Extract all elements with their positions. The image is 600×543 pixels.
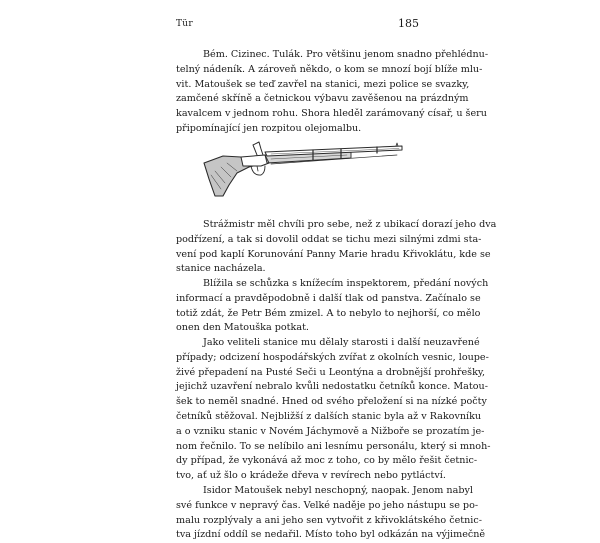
text-line: tvo, ať už šlo o krádeže dřeva v revírech nebo pytláctví. <box>176 470 446 482</box>
text-line: malu rozplývaly a ani jeho sen vytvořit z křivoklátského četnic- <box>176 514 482 526</box>
text-line: šek to neměl snadné. Hned od svého přeložení si na nízké počty <box>176 396 487 408</box>
text-line: zamčené skříně a četnickou výbavu zavěšenou na prázdným <box>176 93 469 105</box>
paragraph-2 <box>176 218 497 277</box>
text-line: případy; odcizení hospodářských zvířat z okolních vesnic, loupe- <box>176 351 489 363</box>
text-line: Isidor Matoušek nebyl neschopný, naopak. Jenom nabyl <box>203 485 473 496</box>
paragraph-4 <box>176 336 491 484</box>
paragraph-1 <box>176 48 489 137</box>
text-line: stanice nacházela. <box>176 263 266 275</box>
text-line: podřízení, a tak si dovolil oddat se tichu mezi silnými zdmi sta- <box>176 233 482 245</box>
text-line: tva jízdní oddíl se nedařil. Místo toho byl odkázán na výjimečně <box>176 529 486 541</box>
text-line: Blížila se schůzka s knížecím inspektorem, předání nových <box>203 278 489 289</box>
text-line: jejichž uzavření nebralo kvůli nedostatku četníků konce. Matou- <box>176 381 488 393</box>
text-line: a o vzniku stanic v Novém Jáchymově a Nižboře se prozatím je- <box>176 425 485 437</box>
text-line: četníků stěžoval. Nejbližší z dalších stanic byla až v Rakovníku <box>176 410 482 422</box>
running-head: Tür <box>176 19 194 29</box>
text-line: vit. Matoušek se teď zavřel na stanici, mezi police se svazky, <box>176 78 470 90</box>
text-line: nom řečnilo. To se nelíbilo ani lesnímu personálu, který si mnoh- <box>176 440 491 452</box>
page-number: 185 <box>398 17 419 30</box>
text-line: telný nádeník. A zároveň někdo, o kom se mnozí bojí blíže mlu- <box>176 63 483 75</box>
text-line: Strážmistr měl chvíli pro sebe, než z ubikací dorazí jeho dva <box>203 219 497 230</box>
text-line: informací a pravděpodobně i další tlak od panstva. Začínalo se <box>176 292 481 304</box>
text-line: své funkce v nepravý čas. Velké naděje po jeho nástupu se po- <box>176 499 479 511</box>
musket-drawing <box>204 142 402 196</box>
text-line: vení pod kaplí Korunování Panny Marie hradu Křivoklátu, kde se <box>176 248 491 260</box>
text-line: kavalcem v jednom rohu. Shora hleděl zarámovaný císař, u šeru <box>176 108 487 120</box>
text-line: totiž zdát, že Petr Bém zmizel. A to nebylo to nejhorší, co mělo <box>176 307 481 319</box>
text-line: živé přepadení na Pusté Seči u Leontýna a drobnější prohřešky, <box>176 366 486 378</box>
paragraph-5 <box>176 484 486 541</box>
text-line: Bém. Cizinec. Tulák. Pro většinu jenom snadno přehlédnu- <box>203 49 489 60</box>
paragraph-3 <box>176 277 489 336</box>
musket-engraving-icon <box>201 133 405 199</box>
text-line: onen den Matouška potkat. <box>176 322 309 334</box>
text-line: Jako veliteli stanice mu dělaly starosti i další neuzavřené <box>203 337 480 348</box>
text-line: dy případ, že vykonává až moc z toho, co by mělo řešit četnic- <box>176 455 478 467</box>
text-line: připomínající jen rozpitou olejomalbu. <box>176 122 362 134</box>
